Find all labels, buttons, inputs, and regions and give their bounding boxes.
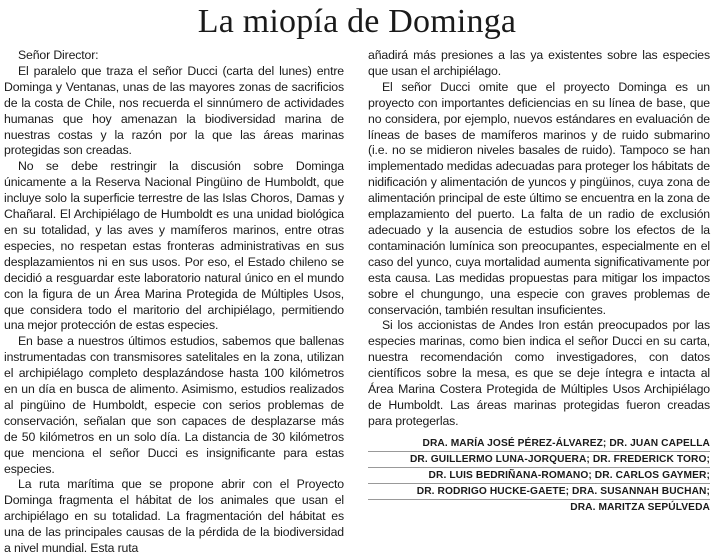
salutation: Señor Director:	[18, 48, 99, 62]
article-title: La miopía de Dominga	[197, 3, 517, 40]
signature-line: DRA. MARÍA JOSÉ PÉREZ-ÁLVAREZ; DR. JUAN CAPELLA	[368, 436, 710, 452]
signature-line: DR. GUILLERMO LUNA-JORQUERA; DR. FREDERICK TORO;	[368, 452, 710, 468]
body-paragraph: No se debe restringir la discusión sobre Dominga únicamente a la Reserva Nacional Pingüino de Humboldt, que incluye solo la superficie terrestre de las Islas Choros, Damas y Chañaral. El Archipiélago de Humboldt es una unidad biológica en su totalidad, y las aves y mamíferos marinos, entre otras especies, no respetan estas fronteras administrativas en sus desplazamientos ni en sus usos. Por eso, el Estado chileno se decidió a resguardar este laboratorio natural único en el mundo con la figura de un Área Marina Protegida de Múltiples Usos, que considera todo el maritorio del archipiélago, permitiendo una mejor protección de estas especies.	[4, 159, 344, 333]
signature-line: DRA. MARITZA SEPÚLVEDA	[570, 501, 710, 513]
body-paragraph: El paralelo que traza el señor Ducci (carta del lunes) entre Dominga y Ventanas, unas de las mayores zonas de sacrificios de la costa de Chile, nos recuerda el sinnúmero de actividades humanas que hoy amenazan la biodiversidad marina de nuestras costas y la razón por la que las áreas marinas protegidas son creadas.	[4, 63, 344, 158]
signature-line: DR. LUIS BEDRIÑANA-ROMANO; DR. CARLOS GAYMER;	[368, 468, 710, 484]
body-paragraph: El señor Ducci omite que el proyecto Dominga es un proyecto con importantes deficiencias en su línea de base, que no considera, por ejemplo, nuevos estándares en evaluación de líneas de bases de mamíferos marinos y de ruido submarino (i.e. no se midieron niveles basales de ruido). Tampoco se han implementado medidas adecuadas para proteger los hábitats de nidificación y alimentación de yuncos y pingüinos, cuya zona de alimentación principal de este último se encuentra en la zona de emplazamiento del puerto. La falta de un radio de exclusión adecuado y la ausencia de estudios sobre los efectos de la contaminación lumínica son preocupantes, especialmente en el caso del yunco, cuya mortalidad aumenta significativamente por esta causa. Las medidas propuestas para mitigar los impactos sobre el chungungo, una especie con graves problemas de conservación, también resultan insuficientes.	[368, 79, 710, 317]
signature-line: DR. RODRIGO HUCKE-GAETE; DRA. SUSANNAH BUCHAN;	[368, 484, 710, 500]
signature-block	[368, 436, 710, 515]
body-paragraph: Si los accionistas de Andes Iron están preocupados por las especies marinas, como bien indica el señor Ducci en su carta, nuestra recomendación como investigadores, con datos científicos sobre la mesa, es que se deje íntegra e intacta al Área Marina Costera Protegida de Múltiples Usos Archipiélago de Humboldt. Las áreas marinas protegidas fueron creadas para protegerlas.	[368, 318, 710, 428]
body-paragraph: En base a nuestros últimos estudios, sabemos que ballenas instrumentadas con transmisores satelitales en la zona, utilizan el archipiélago completo desplazándose hasta 100 kilómetros en un día en busca de alimento. Asimismo, estudios realizados al pingüino de Humboldt, especie con serios problemas de conservación, señalan que son capaces de desplazarse más de 50 kilómetros en un solo día. La distancia de 30 kilómetros que menciona el señor Ducci es insignificante para estas especies.	[4, 334, 344, 476]
left-column	[4, 48, 344, 556]
body-paragraph: La ruta marítima que se propone abrir con el Proyecto Dominga fragmenta el hábitat de los animales que usan el archipiélago en su totalidad. La fragmentación del hábitat es una de las principales causas de la pérdida de la biodiversidad a nivel mundial. Esta ruta	[4, 477, 344, 556]
right-column	[368, 48, 710, 513]
body-paragraph-continuation: añadirá más presiones a las ya existentes sobre las especies que usan el archipiélago.	[368, 48, 710, 78]
